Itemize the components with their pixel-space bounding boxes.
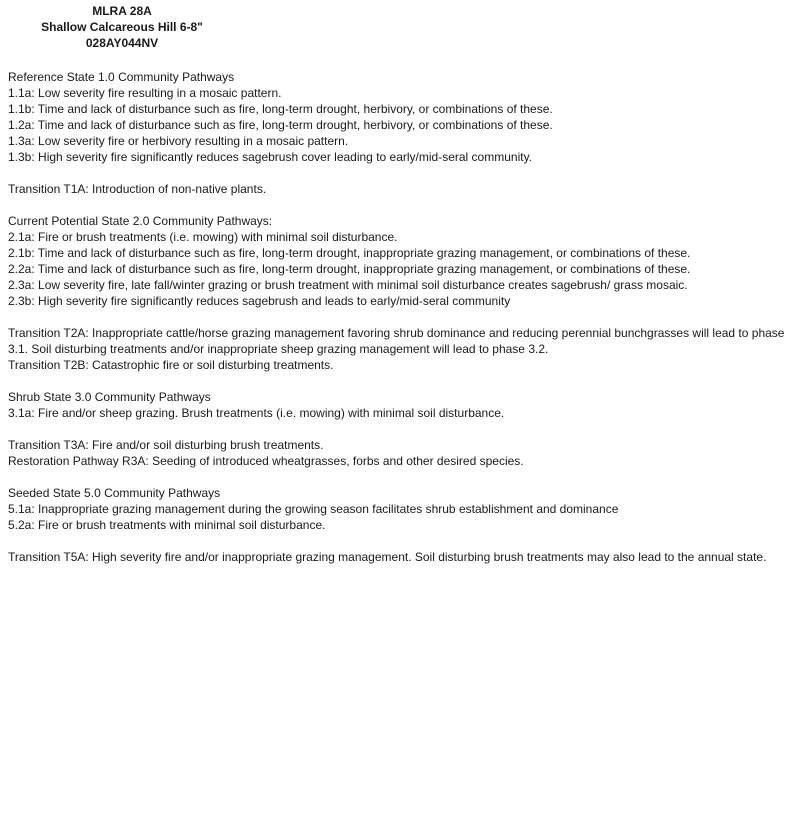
transition-t2a: Transition T2A: Inappropriate cattle/horse grazing management favoring shrub dominance and reducing perennial bunchgrasses will lead to phase 3.1. Soil disturbing treatments and/or inappropriate sheep grazing management will lead to phase 3.2. [8,326,785,356]
restoration-r3a: Restoration Pathway R3A: Seeding of introduced wheatgrasses, forbs and other desired species. [8,454,524,468]
pathway-1-1a: 1.1a: Low severity fire resulting in a mosaic pattern. [8,86,282,100]
transition-t1a: Transition T1A: Introduction of non-native plants. [8,182,267,196]
pathway-2-3a: 2.3a: Low severity fire, late fall/winter grazing or brush treatment with minimal soil disturbance creates sagebrush/ grass mosaic. [8,278,688,292]
header-site-name: Shallow Calcareous Hill 6-8" [41,20,203,34]
document-header [0,3,244,51]
shrub-state-heading: Shrub State 3.0 Community Pathways [8,390,211,404]
transition-t1a-section [8,181,798,197]
pathway-2-3b: 2.3b: High severity fire significantly reduces sagebrush and leads to early/mid-seral community [8,294,511,308]
seeded-state-heading: Seeded State 5.0 Community Pathways [8,486,221,500]
shrub-state-section [8,389,798,421]
seeded-state-section [8,485,798,533]
transition-t2b: Transition T2B: Catastrophic fire or soil disturbing treatments. [8,358,334,372]
header-site-id: 028AY044NV [85,36,159,50]
reference-state-section [8,69,798,165]
pathway-1-1b: 1.1b: Time and lack of disturbance such as fire, long-term drought, herbivory, or combinations of these. [8,102,553,116]
header-mlra: MLRA 28A [92,4,152,18]
current-potential-state-section [8,213,798,309]
reference-state-heading: Reference State 1.0 Community Pathways [8,70,235,84]
transition-t5a: Transition T5A: High severity fire and/or inappropriate grazing management. Soil disturbing brush treatments may also lead to the annual state. [8,550,767,564]
pathway-1-2a: 1.2a: Time and lack of disturbance such as fire, long-term drought, herbivory, or combinations of these. [8,118,553,132]
document-body [8,69,798,581]
pathway-2-2a: 2.2a: Time and lack of disturbance such as fire, long-term drought, inappropriate grazing management, or combinations of these. [8,262,691,276]
pathway-5-1a: 5.1a: Inappropriate grazing management during the growing season facilitates shrub establishment and dominance [8,502,619,516]
pathway-1-3a: 1.3a: Low severity fire or herbivory resulting in a mosaic pattern. [8,134,349,148]
pathway-5-2a: 5.2a: Fire or brush treatments with minimal soil disturbance. [8,518,326,532]
pathway-1-3b: 1.3b: High severity fire significantly reduces sagebrush cover leading to early/mid-seral community. [8,150,533,164]
pathway-2-1a: 2.1a: Fire or brush treatments (i.e. mowing) with minimal soil disturbance. [8,230,398,244]
current-state-heading: Current Potential State 2.0 Community Pathways: [8,214,273,228]
transition-t5a-section [8,549,798,565]
pathway-3-1a: 3.1a: Fire and/or sheep grazing. Brush treatments (i.e. mowing) with minimal soil disturbance. [8,406,505,420]
transition-t3-section [8,437,798,469]
pathway-2-1b: 2.1b: Time and lack of disturbance such as fire, long-term drought, inappropriate grazing management, or combinations of these. [8,246,691,260]
transition-t2-section [8,325,798,373]
transition-t3a: Transition T3A: Fire and/or soil disturbing brush treatments. [8,438,324,452]
